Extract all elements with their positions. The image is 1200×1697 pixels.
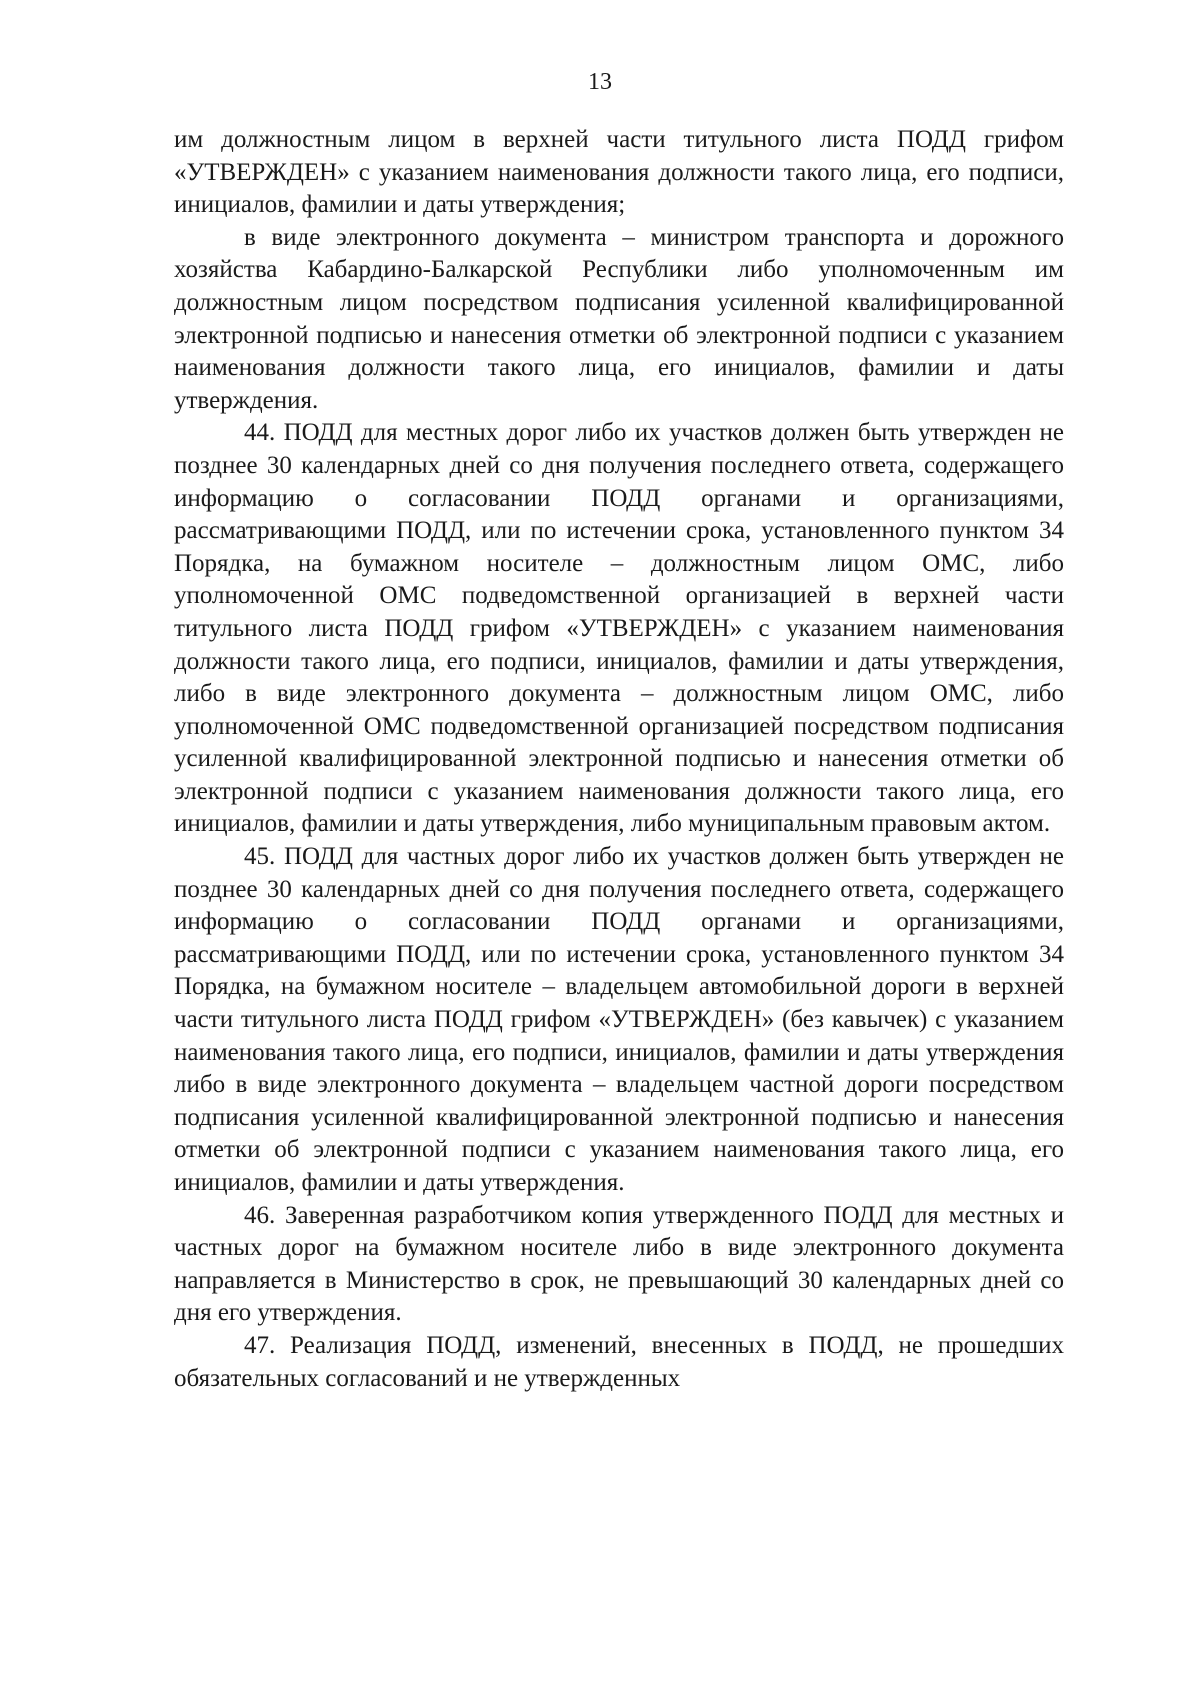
paragraph-44: 44. ПОДД для местных дорог либо их участков должен быть утвержден не позднее 30 календарных дней со дня получения последнего ответа, содержащего информацию о согласовании ПОДД органами и организациями, рассматривающими ПОДД, или по истечении срока, установленного пунктом 34 Порядка, на бумажном носителе – должностным лицом ОМС, либо уполномоченной ОМС подведомственной организацией в верхней части титульного листа ПОДД грифом «УТВЕРЖДЕН» с указанием наименования должности такого лица, его подписи, инициалов, фамилии и даты утверждения, либо в виде электронного документа – должностным лицом ОМС, либо уполномоченной ОМС подведомственной организацией посредством подписания усиленной квалифицированной электронной подписью и нанесения отметки об электронной подписи с указанием наименования должности такого лица, его инициалов, фамилии и даты утверждения, либо муниципальным правовым актом. (174, 419, 1064, 838)
paragraph-continuation: им должностным лицом в верхней части титульного листа ПОДД грифом «УТВЕРЖДЕН» с указанием наименования должности такого лица, его подписи, инициалов, фамилии и даты утверждения; (174, 126, 1064, 219)
paragraph-46: 46. Заверенная разработчиком копия утвержденного ПОДД для местных и частных дорог на бумажном носителе либо в виде электронного документа направляется в Министерство в срок, не превышающий 30 календарных дней со дня его утверждения. (174, 1201, 1064, 1327)
paragraph-47: 47. Реализация ПОДД, изменений, внесенных в ПОДД, не прошедших обязательных согласований и не утвержденных (174, 1331, 1064, 1392)
paragraph-electronic-approval: в виде электронного документа – министром транспорта и дорожного хозяйства Кабардино-Балкарской Республики либо уполномоченным им должностным лицом посредством подписания усиленной квалифицированной электронной подписью и нанесения отметки об электронной подписи с указанием наименования должности такого лица, его инициалов, фамилии и даты утверждения. (174, 223, 1064, 414)
page-number: 13 (588, 69, 612, 95)
paragraph-45: 45. ПОДД для частных дорог либо их участков должен быть утвержден не позднее 30 календарных дней со дня получения последнего ответа, содержащего информацию о согласовании ПОДД органами и организациями, рассматривающими ПОДД, или по истечении срока, установленного пунктом 34 Порядка, на бумажном носителе – владельцем автомобильной дороги в верхней части титульного листа ПОДД грифом «УТВЕРЖДЕН» (без кавычек) с указанием наименования такого лица, его подписи, инициалов, фамилии и даты утверждения либо в виде электронного документа – владельцем частной дороги посредством подписания усиленной квалифицированной электронной подписью и нанесения отметки об электронной подписи с указанием наименования такого лица, его инициалов, фамилии и даты утверждения. (174, 843, 1064, 1196)
document-body (174, 124, 1064, 1395)
